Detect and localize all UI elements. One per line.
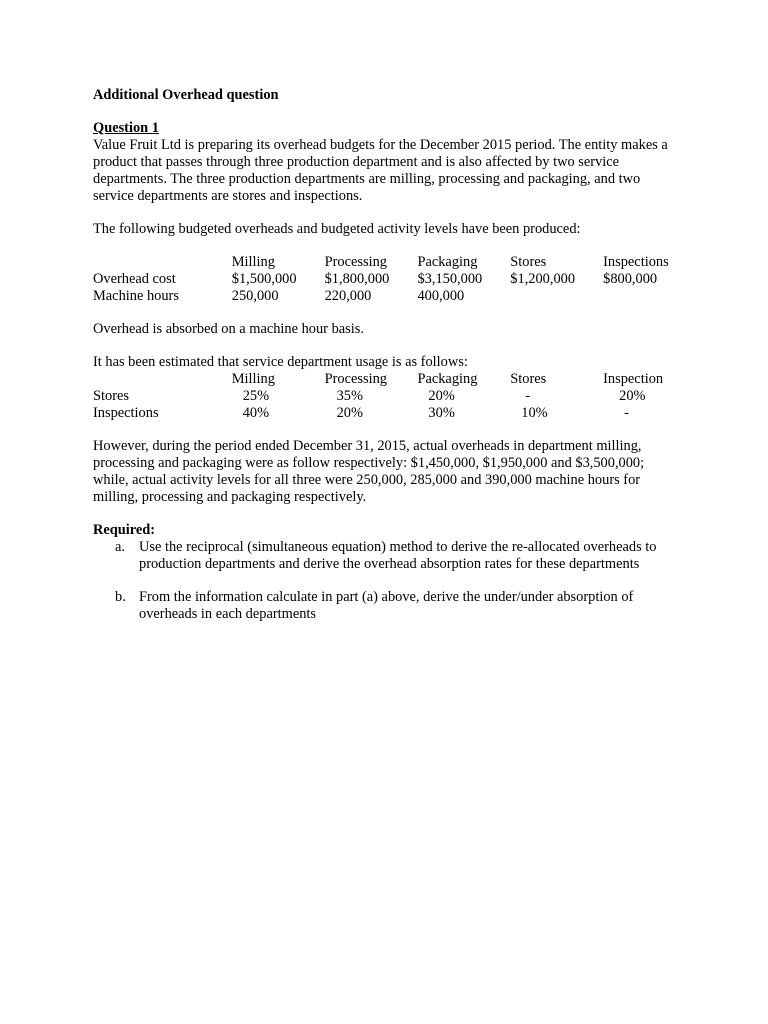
budget-cell: $800,000 (603, 271, 658, 287)
budget-cell: Machine hours (93, 288, 179, 304)
budget-cell (603, 288, 683, 305)
usage-table (93, 371, 683, 422)
budget-cell: 220,000 (324, 288, 372, 304)
usage-cell: 10% (521, 405, 548, 421)
required-item-letter: a. (115, 539, 125, 555)
budget-cell: Overhead cost (93, 271, 176, 287)
usage-table-header (93, 371, 683, 388)
table-row (93, 271, 683, 288)
budget-cell: $1,800,000 (324, 271, 390, 287)
actuals-paragraph: However, during the period ended December 31, 2015, actual overheads in department milling, processing and packaging were as follow respectively: $1,450,000, $1,950,000 and $3,500,000; while, actual activity levels for all three were 250,000, 285,000 and 390,000 machine hours for milling, processing and packaging respectively. (93, 438, 645, 505)
usage-header-cell: Packaging (417, 371, 478, 387)
budget-header-cell: Stores (510, 254, 547, 270)
budget-cell: $3,150,000 (417, 271, 483, 287)
usage-cell: 20% (428, 388, 455, 404)
document-heading: Additional Overhead question (93, 87, 279, 103)
budget-cell (510, 288, 603, 305)
usage-header-cell: Stores (510, 371, 547, 387)
table-row (93, 388, 683, 405)
usage-cell: 40% (242, 405, 270, 421)
required-item-text: From the information calculate in part (a) above, derive the under/under absorption of overheads in each departments (139, 589, 634, 622)
budget-header-cell: Packaging (417, 254, 478, 270)
usage-cell: - (624, 405, 629, 421)
required-item-letter: b. (115, 589, 126, 605)
usage-header-cell: Inspection (603, 371, 664, 387)
list-item (93, 589, 683, 623)
usage-cell: 35% (336, 388, 363, 404)
required-label: Required: (93, 522, 156, 538)
usage-cell: 20% (336, 405, 363, 421)
usage-cell: Inspections (93, 405, 159, 421)
usage-header-cell: Milling (231, 371, 275, 387)
budget-cell: 400,000 (417, 288, 465, 304)
question-title: Question 1 (93, 120, 159, 136)
document-page (93, 87, 683, 623)
absorption-note: Overhead is absorbed on a machine hour basis. (93, 321, 364, 337)
table-row (93, 405, 683, 422)
table-row (93, 288, 683, 305)
usage-header-cell: Processing (324, 371, 387, 387)
usage-cell: - (525, 388, 531, 404)
list-item (93, 539, 683, 573)
budget-table-header (93, 254, 683, 271)
budget-header-cell: Processing (324, 254, 387, 270)
usage-cell: Stores (93, 388, 129, 404)
budget-table-intro: The following budgeted overheads and budgeted activity levels have been produced: (93, 221, 581, 237)
budget-cell: 250,000 (231, 288, 279, 304)
usage-cell: 20% (619, 388, 646, 404)
usage-table-intro: It has been estimated that service department usage is as follows: (93, 354, 468, 370)
question-intro: Value Fruit Ltd is preparing its overhead budgets for the December 2015 period. The entity makes a product that passes through three production department and is also affected by two service departments. The three production departments are milling, processing and packaging, and two service departments are stores and inspections. (93, 137, 668, 204)
budget-table (93, 254, 683, 305)
budget-header-cell (93, 254, 232, 271)
required-list (93, 539, 683, 623)
budget-header-cell: Inspections (603, 254, 669, 270)
usage-cell: 30% (428, 405, 455, 421)
budget-header-cell: Milling (231, 254, 275, 270)
budget-cell: $1,200,000 (510, 271, 576, 287)
usage-cell: 25% (242, 388, 270, 404)
required-item-text: Use the reciprocal (simultaneous equation) method to derive the re-allocated overheads to production departments and derive the overhead absorption rates for these departments (139, 539, 657, 572)
budget-cell: $1,500,000 (231, 271, 297, 287)
usage-header-cell (93, 371, 232, 388)
